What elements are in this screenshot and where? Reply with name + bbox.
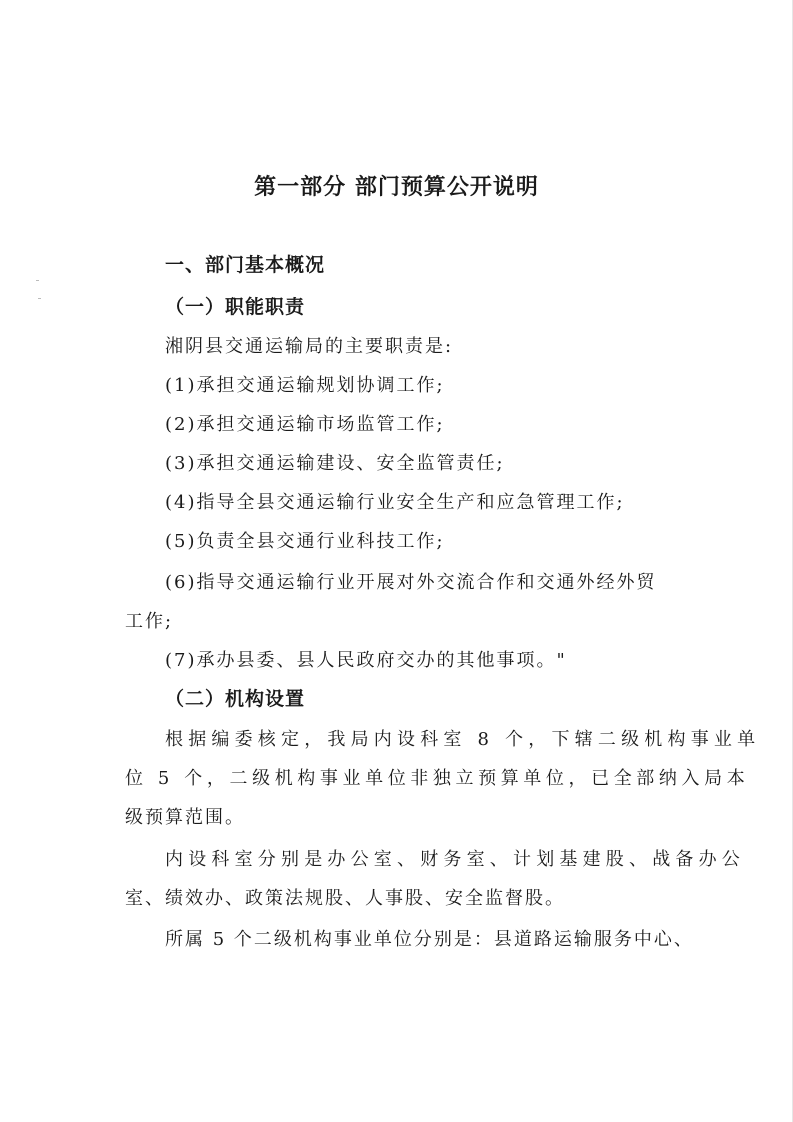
- organization-paragraph-line: 所属 5 个二级机构事业单位分别是：县道路运输服务中心、: [165, 929, 694, 950]
- function-item: (2)承担交通运输市场监管工作;: [165, 414, 445, 435]
- subsection-heading-functions: （一）职能职责: [165, 296, 306, 318]
- function-item-continuation: 工作;: [125, 611, 174, 632]
- scan-speck: [36, 280, 39, 281]
- function-item: (4)指导全县交通运输行业安全生产和应急管理工作;: [165, 492, 625, 513]
- function-item: (1)承担交通运输规划协调工作;: [165, 375, 445, 396]
- page-title: 第一部分 部门预算公开说明: [254, 175, 539, 200]
- organization-paragraph-line: 级预算范围。: [125, 807, 245, 828]
- organization-paragraph-line: 根据编委核定，我局内设科室 8 个，下辖二级机构事业单: [165, 729, 761, 750]
- organization-paragraph-line: 室、绩效办、政策法规股、人事股、安全监督股。: [125, 888, 565, 909]
- organization-paragraph-line: 内设科室分别是办公室、财务室、计划基建股、战备办公: [165, 849, 745, 870]
- function-item: (5)负责全县交通行业科技工作;: [165, 531, 445, 552]
- function-item: (7)承办县委、县人民政府交办的其他事项。": [165, 650, 567, 671]
- function-item: (3)承担交通运输建设、安全监管责任;: [165, 453, 505, 474]
- functions-intro: 湘阴县交通运输局的主要职责是:: [165, 336, 454, 357]
- section-heading-basic-overview: 一、部门基本概况: [165, 254, 326, 276]
- subsection-heading-organization: （二）机构设置: [165, 688, 306, 710]
- scan-speck: [38, 298, 41, 299]
- function-item: (6)指导交通运输行业开展对外交流合作和交通外经外贸: [165, 572, 657, 593]
- organization-paragraph-line: 位 5 个，二级机构事业单位非独立预算单位，已全部纳入局本: [125, 768, 750, 789]
